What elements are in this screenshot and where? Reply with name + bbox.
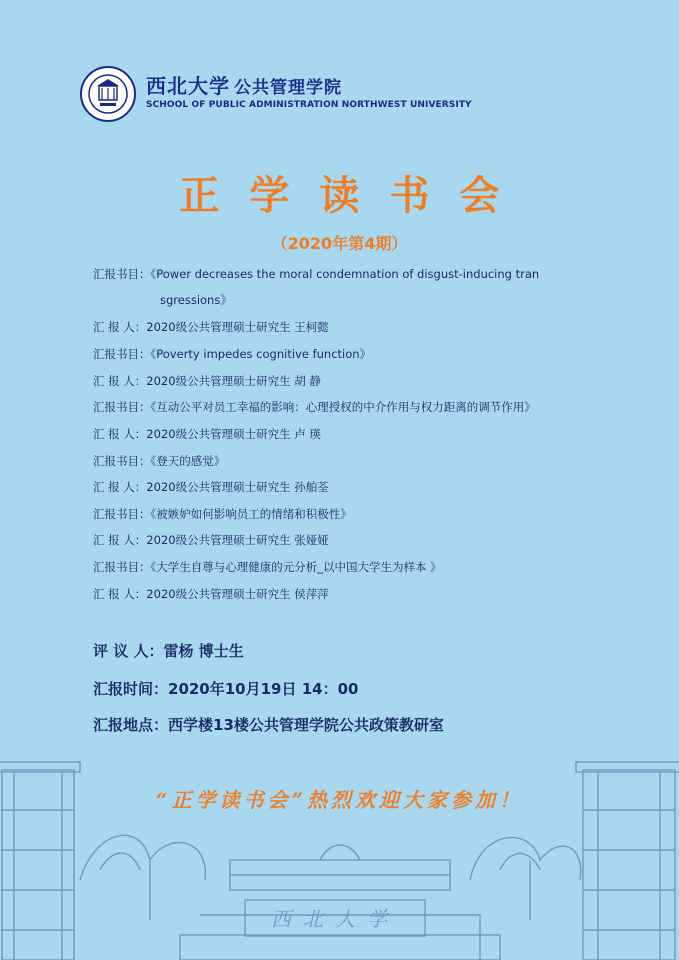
time-info: 汇报时间：2020年10月19日 14：00 <box>93 680 359 698</box>
reporter-4: 汇 报 人：2020级公共管理硕士研究生 孙舶荃 <box>93 480 329 494</box>
welcome-banner: “正学读书会”热烈欢迎大家参加！ <box>155 788 523 812</box>
place-info: 汇报地点：西学楼13楼公共管理学院公共政策教研室 <box>93 716 444 734</box>
report-book-6: 汇报书目：《大学生自尊与心理健康的元分析_以中国大学生为样本 》 <box>93 560 442 574</box>
issue-label: （2020年第4期） <box>271 234 408 253</box>
report-book-1: 汇报书目：《Power decreases the moral condemnation of disgust-inducing tran <box>93 267 540 281</box>
reporter-3: 汇 报 人：2020级公共管理硕士研究生 卢 瑛 <box>93 427 321 441</box>
reporter-5: 汇 报 人：2020级公共管理硕士研究生 张娅娅 <box>93 533 329 547</box>
reporter-2: 汇 报 人：2020级公共管理硕士研究生 胡 静 <box>93 374 321 388</box>
report-book-3: 汇报书目：《互动公平对员工幸福的影响：心理授权的中介作用与权力距离的调节作用》 <box>93 400 536 414</box>
report-book-5: 汇报书目：《被嫉妒如何影响员工的情绪和积极性》 <box>93 507 352 521</box>
report-book-1-continued: sgressions》 <box>160 293 232 307</box>
university-name-cn: 西北大学 <box>146 74 230 98</box>
gate-sign-text: 西北大学 <box>271 907 399 931</box>
school-name-en: SCHOOL OF PUBLIC ADMINISTRATION NORTHWEST UNIVERSITY <box>146 100 472 110</box>
reporter-1: 汇 报 人：2020级公共管理硕士研究生 王柯懿 <box>93 320 329 334</box>
page-title: 正学读书会 <box>179 172 530 219</box>
report-book-2: 汇报书目：《Poverty impedes cognitive function》 <box>93 347 372 361</box>
school-name-cn: 公共管理学院 <box>234 78 342 98</box>
university-name <box>146 70 342 99</box>
university-seal-logo <box>80 66 136 122</box>
reviewer-info: 评 议 人：雷杨 博士生 <box>93 642 244 660</box>
report-book-4: 汇报书目：《登天的感觉》 <box>93 454 226 468</box>
campus-gate-illustration <box>0 730 679 960</box>
reporter-6: 汇 报 人：2020级公共管理硕士研究生 侯萍萍 <box>93 587 329 601</box>
